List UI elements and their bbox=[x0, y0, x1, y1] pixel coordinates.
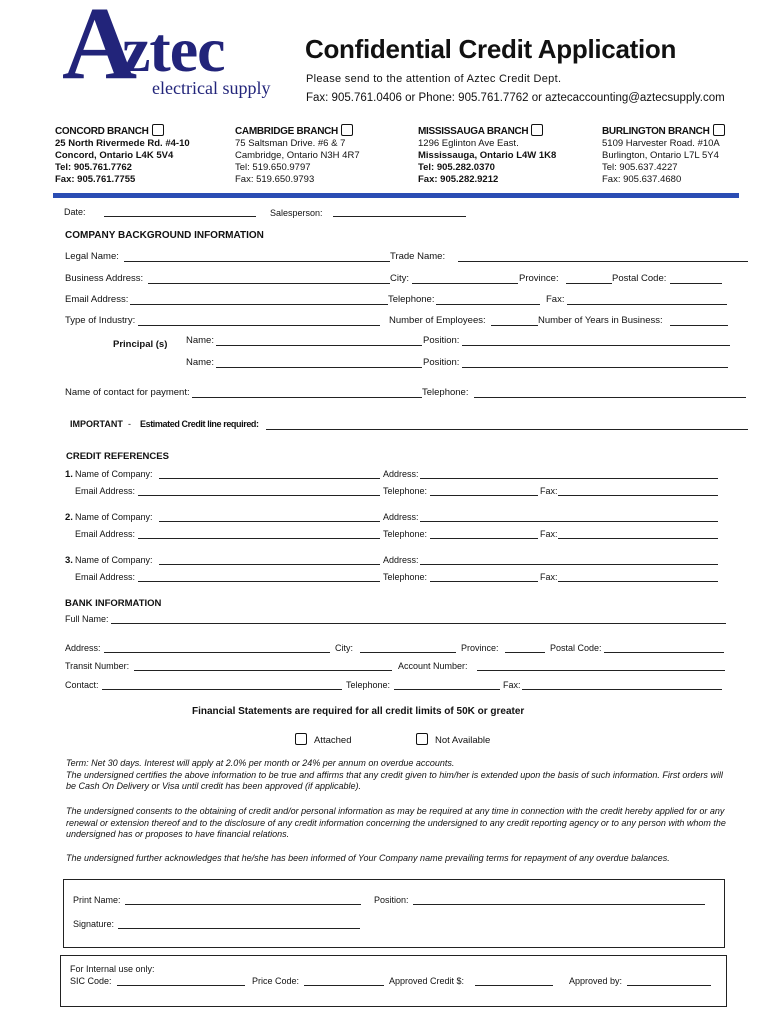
consent-paragraph: The undersigned consents to the obtaining of credit and/or personal information as may be required at any time in connection with the credit hereby applied for or any renewal or extension thereof and to the disclosure of any credit information concerning the undersigned to any credit reporting agency or to any person with whom the undersigned has or proposes to have financial relations. bbox=[66, 806, 726, 839]
ref-email-label: Email Address: bbox=[75, 529, 136, 539]
branch-name: MISSISSAUGA BRANCH bbox=[418, 126, 529, 137]
signature-label: Signature: bbox=[73, 919, 115, 929]
branch-name: CONCORD BRANCH bbox=[55, 126, 149, 137]
telephone-label: Telephone: bbox=[388, 294, 435, 305]
terms-paragraph-1 bbox=[66, 758, 731, 793]
bank-address-label: Address: bbox=[65, 643, 101, 653]
ref-address-field[interactable] bbox=[420, 564, 718, 565]
date-field[interactable] bbox=[104, 216, 256, 217]
bank-telephone-field[interactable] bbox=[394, 689, 500, 690]
years-field[interactable] bbox=[670, 325, 728, 326]
branch-checkbox[interactable] bbox=[713, 124, 725, 136]
trade-name-field[interactable] bbox=[458, 261, 748, 262]
ref-fax-label: Fax: bbox=[540, 486, 558, 496]
principal-name-field[interactable] bbox=[216, 345, 422, 346]
ref-telephone-field[interactable] bbox=[430, 538, 538, 539]
business-address-label: Business Address: bbox=[65, 273, 144, 284]
employees-label: Number of Employees: bbox=[389, 315, 486, 326]
approved-by-label: Approved by: bbox=[569, 976, 623, 986]
branch-city: Cambridge, Ontario N3H 4R7 bbox=[235, 150, 360, 161]
ref-fax-field[interactable] bbox=[558, 538, 718, 539]
transit-field[interactable] bbox=[134, 670, 392, 671]
logo-subtitle: electrical supply bbox=[152, 78, 271, 98]
approved-credit-label: Approved Credit $: bbox=[389, 976, 465, 986]
acknowledgement-paragraph: The undersigned further acknowledges that he/she has been informed of Your Company name prevailing terms for repayment of any overdue balances. bbox=[66, 853, 670, 863]
branch-city: Mississauga, Ontario L4W 1K8 bbox=[418, 150, 557, 161]
account-label: Account Number: bbox=[398, 661, 468, 671]
ref-email-field[interactable] bbox=[138, 538, 380, 539]
ref-fax-field[interactable] bbox=[558, 581, 718, 582]
attached-label: Attached bbox=[314, 735, 352, 746]
bank-telephone-label: Telephone: bbox=[346, 680, 391, 690]
sic-code-label: SIC Code: bbox=[70, 976, 112, 986]
bank-province-label: Province: bbox=[461, 643, 499, 653]
branch-address: 1296 Eglinton Ave East. bbox=[418, 138, 519, 149]
ref-company-field[interactable] bbox=[159, 521, 380, 522]
ref-email-field[interactable] bbox=[138, 581, 380, 582]
ref-company-label: Name of Company: bbox=[75, 469, 153, 479]
credit-refs-heading: CREDIT REFERENCES bbox=[66, 451, 169, 462]
attached-checkbox[interactable] bbox=[295, 733, 307, 745]
telephone-field[interactable] bbox=[436, 304, 540, 305]
signature-box bbox=[63, 879, 725, 948]
ref-address-field[interactable] bbox=[420, 521, 718, 522]
postal-code-field[interactable] bbox=[670, 283, 722, 284]
approved-by-field[interactable] bbox=[627, 985, 711, 986]
principal-name-label: Name: bbox=[186, 335, 214, 346]
branch-fax: Fax: 519.650.9793 bbox=[235, 174, 315, 185]
legal-name-field[interactable] bbox=[124, 261, 390, 262]
transit-label: Transit Number: bbox=[65, 661, 130, 671]
branch-concord bbox=[55, 124, 190, 186]
ref-email-field[interactable] bbox=[138, 495, 380, 496]
legal-name-label: Legal Name: bbox=[65, 251, 119, 262]
bank-address-field[interactable] bbox=[104, 652, 330, 653]
province-label: Province: bbox=[519, 273, 559, 284]
bank-city-label: City: bbox=[335, 643, 353, 653]
credit-line-field[interactable] bbox=[266, 429, 748, 430]
ref-email-label: Email Address: bbox=[75, 486, 136, 496]
contact-line: Fax: 905.761.0406 or Phone: 905.761.7762 or aztecaccounting@aztecsupply.com bbox=[306, 92, 725, 104]
ref-address-label: Address: bbox=[383, 512, 419, 522]
branch-fax: Fax: 905.761.7755 bbox=[55, 174, 136, 185]
salesperson-label: Salesperson: bbox=[270, 208, 323, 218]
date-label: Date: bbox=[64, 207, 86, 217]
sign-position-label: Position: bbox=[374, 895, 409, 905]
logo-letter-a: A bbox=[62, 0, 138, 101]
branch-tel: Tel: 905.282.0370 bbox=[418, 162, 495, 173]
ref-fax-label: Fax: bbox=[540, 529, 558, 539]
bank-city-field[interactable] bbox=[360, 652, 456, 653]
branch-address: 5109 Harvester Road. #10A bbox=[602, 138, 720, 149]
company-heading: COMPANY BACKGROUND INFORMATION bbox=[65, 230, 264, 241]
branch-tel: Tel: 519.650.9797 bbox=[235, 162, 311, 173]
ref-telephone-label: Telephone: bbox=[383, 486, 428, 496]
dash: - bbox=[128, 419, 131, 429]
years-label: Number of Years in Business: bbox=[538, 315, 663, 326]
account-field[interactable] bbox=[477, 670, 725, 671]
principal-name-field[interactable] bbox=[216, 367, 422, 368]
page-title: Confidential Credit Application bbox=[305, 34, 677, 64]
ref-company-label: Name of Company: bbox=[75, 512, 153, 522]
price-code-label: Price Code: bbox=[252, 976, 300, 986]
branch-checkbox[interactable] bbox=[341, 124, 353, 136]
sign-position-field[interactable] bbox=[413, 904, 705, 905]
contact-telephone-field[interactable] bbox=[474, 397, 746, 398]
approved-credit-field[interactable] bbox=[475, 985, 553, 986]
province-field[interactable] bbox=[566, 283, 612, 284]
bank-contact-label: Contact: bbox=[65, 680, 99, 690]
branch-name: CAMBRIDGE BRANCH bbox=[235, 126, 338, 137]
email-label: Email Address: bbox=[65, 294, 129, 305]
ref-email-label: Email Address: bbox=[75, 572, 136, 582]
branch-fax: Fax: 905.637.4680 bbox=[602, 174, 682, 185]
branch-mississauga bbox=[418, 124, 556, 186]
bank-fax-label: Fax: bbox=[503, 680, 521, 690]
business-address-field[interactable] bbox=[148, 283, 390, 284]
ref-number: 3. bbox=[65, 555, 73, 566]
contact-telephone-label: Telephone: bbox=[422, 387, 469, 398]
contact-payment-field[interactable] bbox=[192, 397, 422, 398]
ref-number: 1. bbox=[65, 469, 73, 480]
not-available-checkbox[interactable] bbox=[416, 733, 428, 745]
branch-fax: Fax: 905.282.9212 bbox=[418, 174, 499, 185]
internal-heading: For Internal use only: bbox=[70, 964, 155, 974]
ref-address-label: Address: bbox=[383, 555, 419, 565]
branch-tel: Tel: 905.761.7762 bbox=[55, 162, 132, 173]
bank-contact-field[interactable] bbox=[102, 689, 342, 690]
terms-line: Term: Net 30 days. Interest will apply at 2.0% per month or 24% per annum on overdue accounts. bbox=[66, 758, 455, 768]
branch-cambridge bbox=[235, 124, 360, 186]
branch-tel: Tel: 905.637.4227 bbox=[602, 162, 678, 173]
branch-address: 25 North Rivermede Rd. #4-10 bbox=[55, 138, 190, 149]
principal-position-field[interactable] bbox=[462, 367, 728, 368]
price-code-field[interactable] bbox=[304, 985, 384, 986]
bank-fullname-field[interactable] bbox=[111, 623, 726, 624]
ref-company-label: Name of Company: bbox=[75, 555, 153, 565]
branch-city: Burlington, Ontario L7L 5Y4 bbox=[602, 150, 719, 161]
industry-label: Type of Industry: bbox=[65, 315, 136, 326]
ref-telephone-label: Telephone: bbox=[383, 572, 428, 582]
important-label: IMPORTANT bbox=[70, 419, 123, 429]
branch-checkbox[interactable] bbox=[152, 124, 164, 136]
fax-field[interactable] bbox=[567, 304, 727, 305]
logo-text: ztec bbox=[122, 14, 225, 85]
bank-fax-field[interactable] bbox=[522, 689, 722, 690]
divider-bar bbox=[53, 193, 739, 198]
city-label: City: bbox=[390, 273, 409, 284]
bank-postal-field[interactable] bbox=[604, 652, 724, 653]
financial-notice: Financial Statements are required for all credit limits of 50K or greater bbox=[192, 706, 525, 717]
bank-province-field[interactable] bbox=[505, 652, 545, 653]
bank-heading: BANK INFORMATION bbox=[65, 598, 162, 609]
ref-fax-label: Fax: bbox=[540, 572, 558, 582]
ref-number: 2. bbox=[65, 512, 73, 523]
ref-telephone-label: Telephone: bbox=[383, 529, 428, 539]
branch-address: 75 Saltsman Drive. #6 & 7 bbox=[235, 138, 346, 149]
salesperson-field[interactable] bbox=[333, 216, 466, 217]
ref-fax-field[interactable] bbox=[558, 495, 718, 496]
sic-code-field[interactable] bbox=[117, 985, 245, 986]
fax-label: Fax: bbox=[546, 294, 565, 305]
principal-position-label: Position: bbox=[423, 357, 460, 368]
print-name-label: Print Name: bbox=[73, 895, 121, 905]
ref-telephone-field[interactable] bbox=[430, 495, 538, 496]
ref-company-field[interactable] bbox=[159, 478, 380, 479]
branch-burlington bbox=[602, 124, 725, 186]
signature-field[interactable] bbox=[118, 928, 360, 929]
industry-field[interactable] bbox=[138, 325, 380, 326]
trade-name-label: Trade Name: bbox=[390, 251, 446, 262]
employees-field[interactable] bbox=[491, 325, 538, 326]
attached-option[interactable] bbox=[295, 733, 352, 746]
postal-code-label: Postal Code: bbox=[612, 273, 667, 284]
ref-company-field[interactable] bbox=[159, 564, 380, 565]
branch-checkbox[interactable] bbox=[531, 124, 543, 136]
contact-payment-label: Name of contact for payment: bbox=[65, 387, 190, 398]
certification-text: The undersigned certifies the above information to be true and affirms that any credit given to him/her is extended upon the basis of such information. First orders will be Cash On Delivery or Visa until credit has been approved (if applicable). bbox=[66, 769, 723, 791]
principals-label: Principal (s) bbox=[113, 339, 168, 350]
city-field[interactable] bbox=[412, 283, 518, 284]
principal-position-field[interactable] bbox=[462, 345, 730, 346]
principal-position-label: Position: bbox=[423, 335, 460, 346]
email-field[interactable] bbox=[130, 304, 388, 305]
print-name-field[interactable] bbox=[125, 904, 361, 905]
principal-name-label: Name: bbox=[186, 357, 214, 368]
bank-postal-label: Postal Code: bbox=[550, 643, 602, 653]
branch-name: BURLINGTON BRANCH bbox=[602, 126, 710, 137]
ref-address-field[interactable] bbox=[420, 478, 718, 479]
branch-city: Concord, Ontario L4K 5V4 bbox=[55, 150, 174, 161]
not-available-label: Not Available bbox=[435, 735, 491, 746]
ref-telephone-field[interactable] bbox=[430, 581, 538, 582]
ref-address-label: Address: bbox=[383, 469, 419, 479]
credit-line-label: Estimated Credit line required: bbox=[140, 419, 259, 429]
send-instruction: Please send to the attention of Aztec Credit Dept. bbox=[306, 73, 562, 85]
not-available-option[interactable] bbox=[416, 733, 490, 746]
bank-fullname-label: Full Name: bbox=[65, 614, 109, 624]
